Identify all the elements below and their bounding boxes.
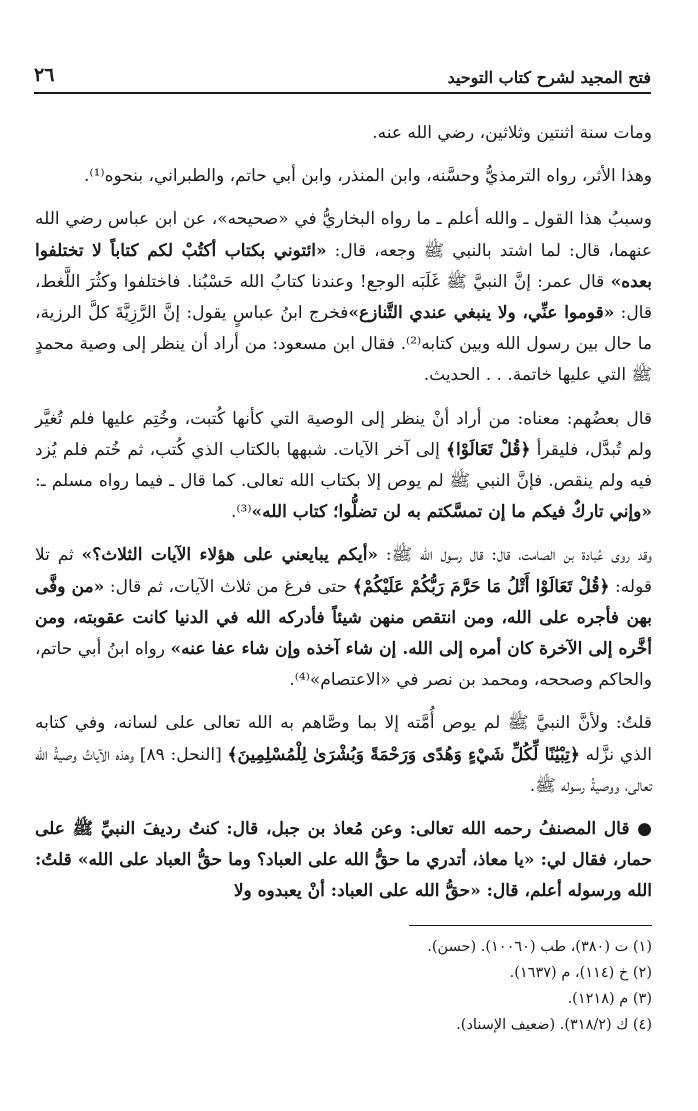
footnote-1: (١) ت (٣٨٠)، طب (١٠٠٦٠). (حسن). xyxy=(427,939,652,955)
bold-text-segment: «من وفَّى بهن فأجره على الله، ومن انتقص منهن شيئاً فأدركه الله في الدنيا كانت عقوبته، ومن أخَّره إلى الآخرة كان أمره إلى الله. إن شاء آخذه وإن شاء عفا عنه» xyxy=(35,576,652,660)
header-rule xyxy=(34,92,651,94)
bold-text-segment: «قوموا عنِّي، ولا ينبغي عندي التَّنازع» xyxy=(348,303,615,324)
text-segment: إلى آخر الآيات. شبهها بالكتاب الذي كُتب، ثم خُتم فلم يُزد فيه ولم ينقص. فإنَّ النبي ﷺ لم يوص إلا بكتاب الله تعالى. كما قال ـ فيما رواه مسلم ـ: xyxy=(35,439,652,492)
paragraph-7 xyxy=(35,814,652,908)
text-segment: حتى فرغ من ثلاث الآيات، ثم قال: xyxy=(104,576,353,597)
bold-text-segment: ﴿تِبْيَٰنًا لِّكُلِّ شَيْءٍ وَهُدًى وَرَحْمَةً وَبُشْرَىٰ لِلْمُسْلِمِينَ﴾ xyxy=(227,744,580,765)
footnote-4: (٤) ك (٣١٨/٢). (ضعيف الإسناد). xyxy=(456,1017,652,1033)
text-segment: رواه ابنُ أبي حاتم، والحاكم وصححه، ومحمد بن نصر في «الاعتصام»⁽⁴⁾. xyxy=(35,639,652,691)
page-number: ٢٦ xyxy=(34,64,55,86)
paragraph-1: ومات سنة اثنتين وثلاثين، رضي الله عنه. xyxy=(372,123,652,143)
text-segment: قال عمر: إنَّ النبيَّ ﷺ غَلَبَه الوجع! وعندنا كتابُ الله حَسْبُنا. فاختلفوا وكثُرَ اللَّغط، قال: xyxy=(35,271,652,324)
main-text xyxy=(35,118,652,908)
bold-text-segment: ﴿قُلْ تَعَالَوْا أَتْلُ مَا حَرَّمَ رَبُّكُمْ عَلَيْكُمْ﴾ xyxy=(352,576,610,597)
text-segment: وقد روى عُبادة بن الصامت، قال: قال رسول الله ﷺ: xyxy=(378,545,652,566)
bold-text-segment: «أيكم يبايعني على هؤلاء الآيات الثلاث؟» xyxy=(81,545,379,566)
paragraph-2: وهذا الأثر، رواه الترمذيُّ وحسَّنه، وابن المنذر، وابن أبي حاتم، والطبراني، بنحوه⁽¹⁾. xyxy=(83,166,652,187)
paragraph-4 xyxy=(35,404,652,529)
bold-text-segment: ● قال المصنفُ رحمه الله تعالى: وعن مُعاذ بن جبل، قال: كنتُ رديفَ النبيِّ ﷺ على حمار، فقال لي: «يا معاذ، أتدري ما حقُّ الله على العباد؟ وما حقُّ العباد على الله» قلتُ: الله ورسوله أعلم، قال: «حقُّ الله على العباد: أنْ يعبدوه ولا xyxy=(35,819,652,902)
paragraph-5 xyxy=(35,540,652,696)
paragraph-3 xyxy=(35,204,652,391)
footnotes xyxy=(35,934,652,1038)
paragraph-6 xyxy=(35,708,652,802)
footnote-3: (٣) م (١٢١٨). xyxy=(567,991,652,1007)
footnote-rule xyxy=(409,925,652,926)
bold-text-segment: ﴿قُلْ تَعَالَوْا﴾ xyxy=(446,439,531,460)
text-segment: فخرج ابنُ عباسٍ يقول: إنَّ الرَّزِيَّةَ كلَّ الرزية، ما حال بين رسول الله وبين كتابه⁽²⁾. فقال ابن مسعود: من أراد أن ينظر إلى وصية محمدٍ ﷺ التي عليها خاتمة. . . الحديث. xyxy=(35,303,652,386)
text-segment: ⁽³⁾. xyxy=(230,502,252,523)
text-segment: قلتُ: ولأنَّ النبيَّ ﷺ لم يوص أُمَّته إلا بما وصَّاهم به الله تعالى على لسانه، وفي كتابه الذي نزَّله xyxy=(35,713,652,765)
text-segment: [النحل: ٨٩] وهذه الآياتُ وصيةُ الله تعالى، ووصيةُ رسوله ﷺ. xyxy=(35,744,652,796)
page-header xyxy=(34,58,651,88)
running-title: فتح المجيد لشرح كتاب التوحيد xyxy=(447,68,651,87)
text-segment: قال بعضُهم: معناه: من أراد أنْ ينظر إلى الوصية التي كأنها كُتبت، وخُتِم عليها فلم تُغيَّر ولم تُبدَّل، فليقرأ xyxy=(35,408,653,460)
text-segment: ثم تلا قوله: xyxy=(35,545,652,597)
bold-text-segment: «ائتوني بكتاب أكتُبْ لكم كتاباً لا تختلفوا بعده» xyxy=(35,240,652,292)
footnote-2: (٢) خ (١١٤)، م (١٦٣٧). xyxy=(509,965,652,981)
text-segment: وسببُ هذا القول ـ والله أعلم ـ ما رواه البخاريُّ في «صحيحه»، عن ابن عباس رضي الله عنهما، قال: لما اشتد بالنبي ﷺ وجعه، قال: xyxy=(35,209,653,261)
bold-text-segment: «وإني تاركٌ فيكم ما إن تمسَّكتم به لن تضلُّوا؛ كتاب الله» xyxy=(251,502,652,523)
